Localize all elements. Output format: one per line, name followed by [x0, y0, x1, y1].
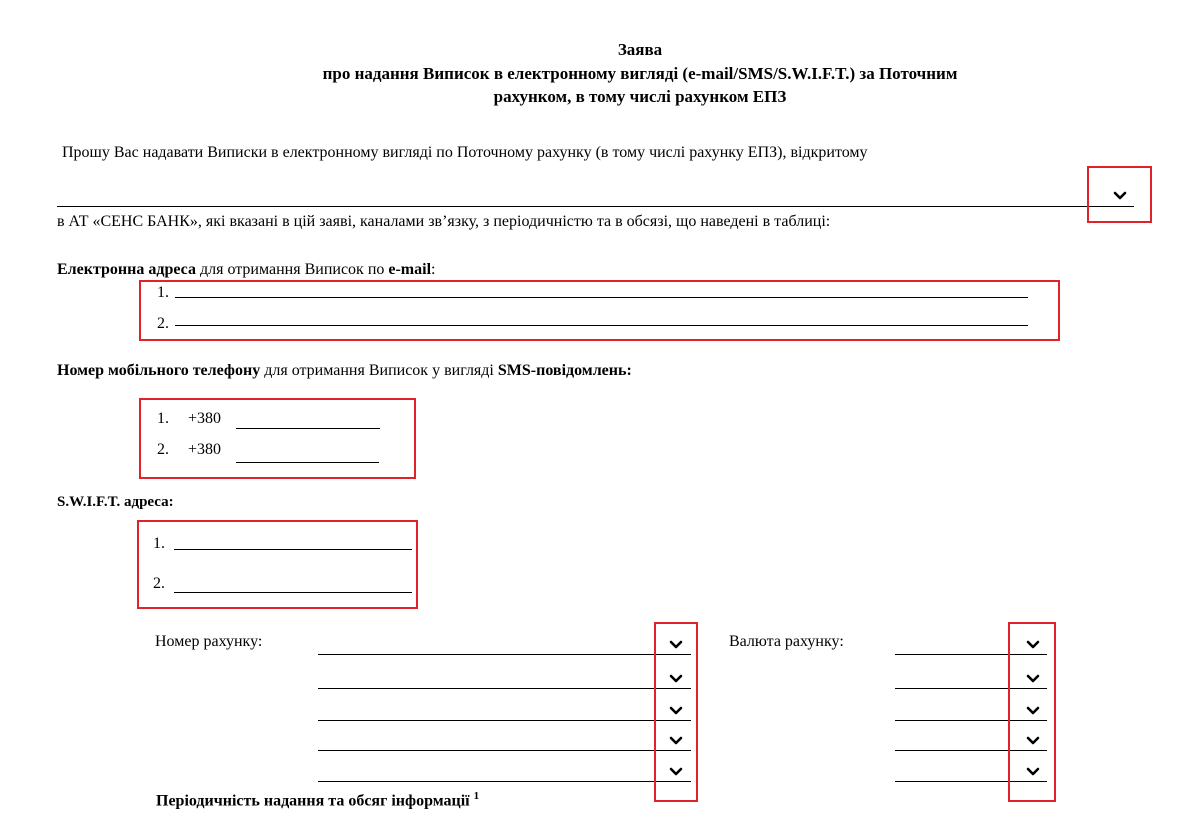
account-number-select-5[interactable]: [318, 781, 691, 782]
document-subtitle-line2: рахунком, в тому числі рахунком ЕПЗ: [493, 87, 787, 106]
document-title: Заява: [617, 40, 663, 59]
phone-prefix-2: +380: [188, 441, 222, 458]
chevron-down-icon[interactable]: [669, 706, 683, 716]
periodicity-label: Періодичність надання та обсяг інформації: [156, 792, 470, 810]
email-label-colon: :: [431, 261, 436, 278]
phone-label-tail: SMS-повідомлень:: [497, 362, 632, 379]
phone-input-1[interactable]: [236, 428, 380, 429]
email-item-number-2: 2.: [157, 315, 169, 332]
email-input-2[interactable]: [175, 325, 1028, 326]
chevron-down-icon[interactable]: [1026, 767, 1040, 777]
account-number-select-3[interactable]: [318, 720, 691, 721]
phone-prefix-1: +380: [188, 410, 222, 427]
email-label-tail: e-mail: [388, 261, 432, 278]
document-subtitle-line1: про надання Виписок в електронному вигляді (e-mail/SMS/S.W.I.F.T.) за Поточним: [322, 64, 958, 83]
email-section-label: [57, 261, 435, 279]
intro-text-line2: в АТ «СЕНС БАНК», які вказані в цій заяві, каналами зв’язку, з періодичністю та в обсязі, що наведені в таблиці:: [57, 213, 831, 230]
phone-item-number-2: 2.: [157, 441, 169, 458]
swift-fields-group: [137, 520, 418, 609]
chevron-down-icon[interactable]: [669, 767, 683, 777]
account-number-select-4[interactable]: [318, 750, 691, 751]
phone-label-rest: для отримання Виписок у вигляді: [260, 362, 498, 379]
chevron-down-icon[interactable]: [1026, 674, 1040, 684]
phone-fields-group: [139, 398, 416, 479]
swift-input-2[interactable]: [174, 592, 412, 593]
email-input-1[interactable]: [175, 297, 1028, 298]
account-number-label: Номер рахунку:: [155, 633, 263, 650]
swift-item-number-1: 1.: [153, 535, 165, 552]
chevron-down-icon: [1113, 191, 1127, 201]
chevron-down-icon[interactable]: [669, 640, 683, 650]
account-number-select-1[interactable]: [318, 654, 691, 655]
branch-dropdown[interactable]: [1087, 166, 1152, 223]
phone-label-bold: Номер мобільного телефону: [57, 362, 261, 379]
footnote-marker: 1: [473, 790, 480, 802]
phone-section-label: [57, 362, 632, 380]
chevron-down-icon[interactable]: [1026, 736, 1040, 746]
account-number-select-2[interactable]: [318, 688, 691, 689]
email-item-number-1: 1.: [157, 284, 169, 301]
swift-input-1[interactable]: [174, 549, 412, 550]
periodicity-heading: [156, 790, 479, 810]
email-fields-group: [139, 280, 1060, 341]
chevron-down-icon[interactable]: [669, 736, 683, 746]
account-currency-label: Валюта рахунку:: [729, 633, 844, 650]
swift-section-label: S.W.I.F.T. адреса:: [57, 494, 174, 510]
branch-select-line: [57, 206, 1134, 207]
chevron-down-icon[interactable]: [669, 674, 683, 684]
email-label-bold: Електронна адреса: [57, 261, 196, 278]
phone-item-number-1: 1.: [157, 410, 169, 427]
email-label-rest: для отримання Виписок по: [195, 261, 389, 278]
account-number-dropdowns-group: [654, 622, 698, 802]
chevron-down-icon[interactable]: [1026, 640, 1040, 650]
account-currency-dropdowns-group: [1008, 622, 1056, 802]
chevron-down-icon[interactable]: [1026, 706, 1040, 716]
swift-item-number-2: 2.: [153, 575, 165, 592]
phone-input-2[interactable]: [236, 462, 379, 463]
intro-text-line1: Прошу Вас надавати Виписки в електронному вигляді по Поточному рахунку (в тому числі рахунку ЕПЗ), відкритому: [62, 144, 868, 161]
